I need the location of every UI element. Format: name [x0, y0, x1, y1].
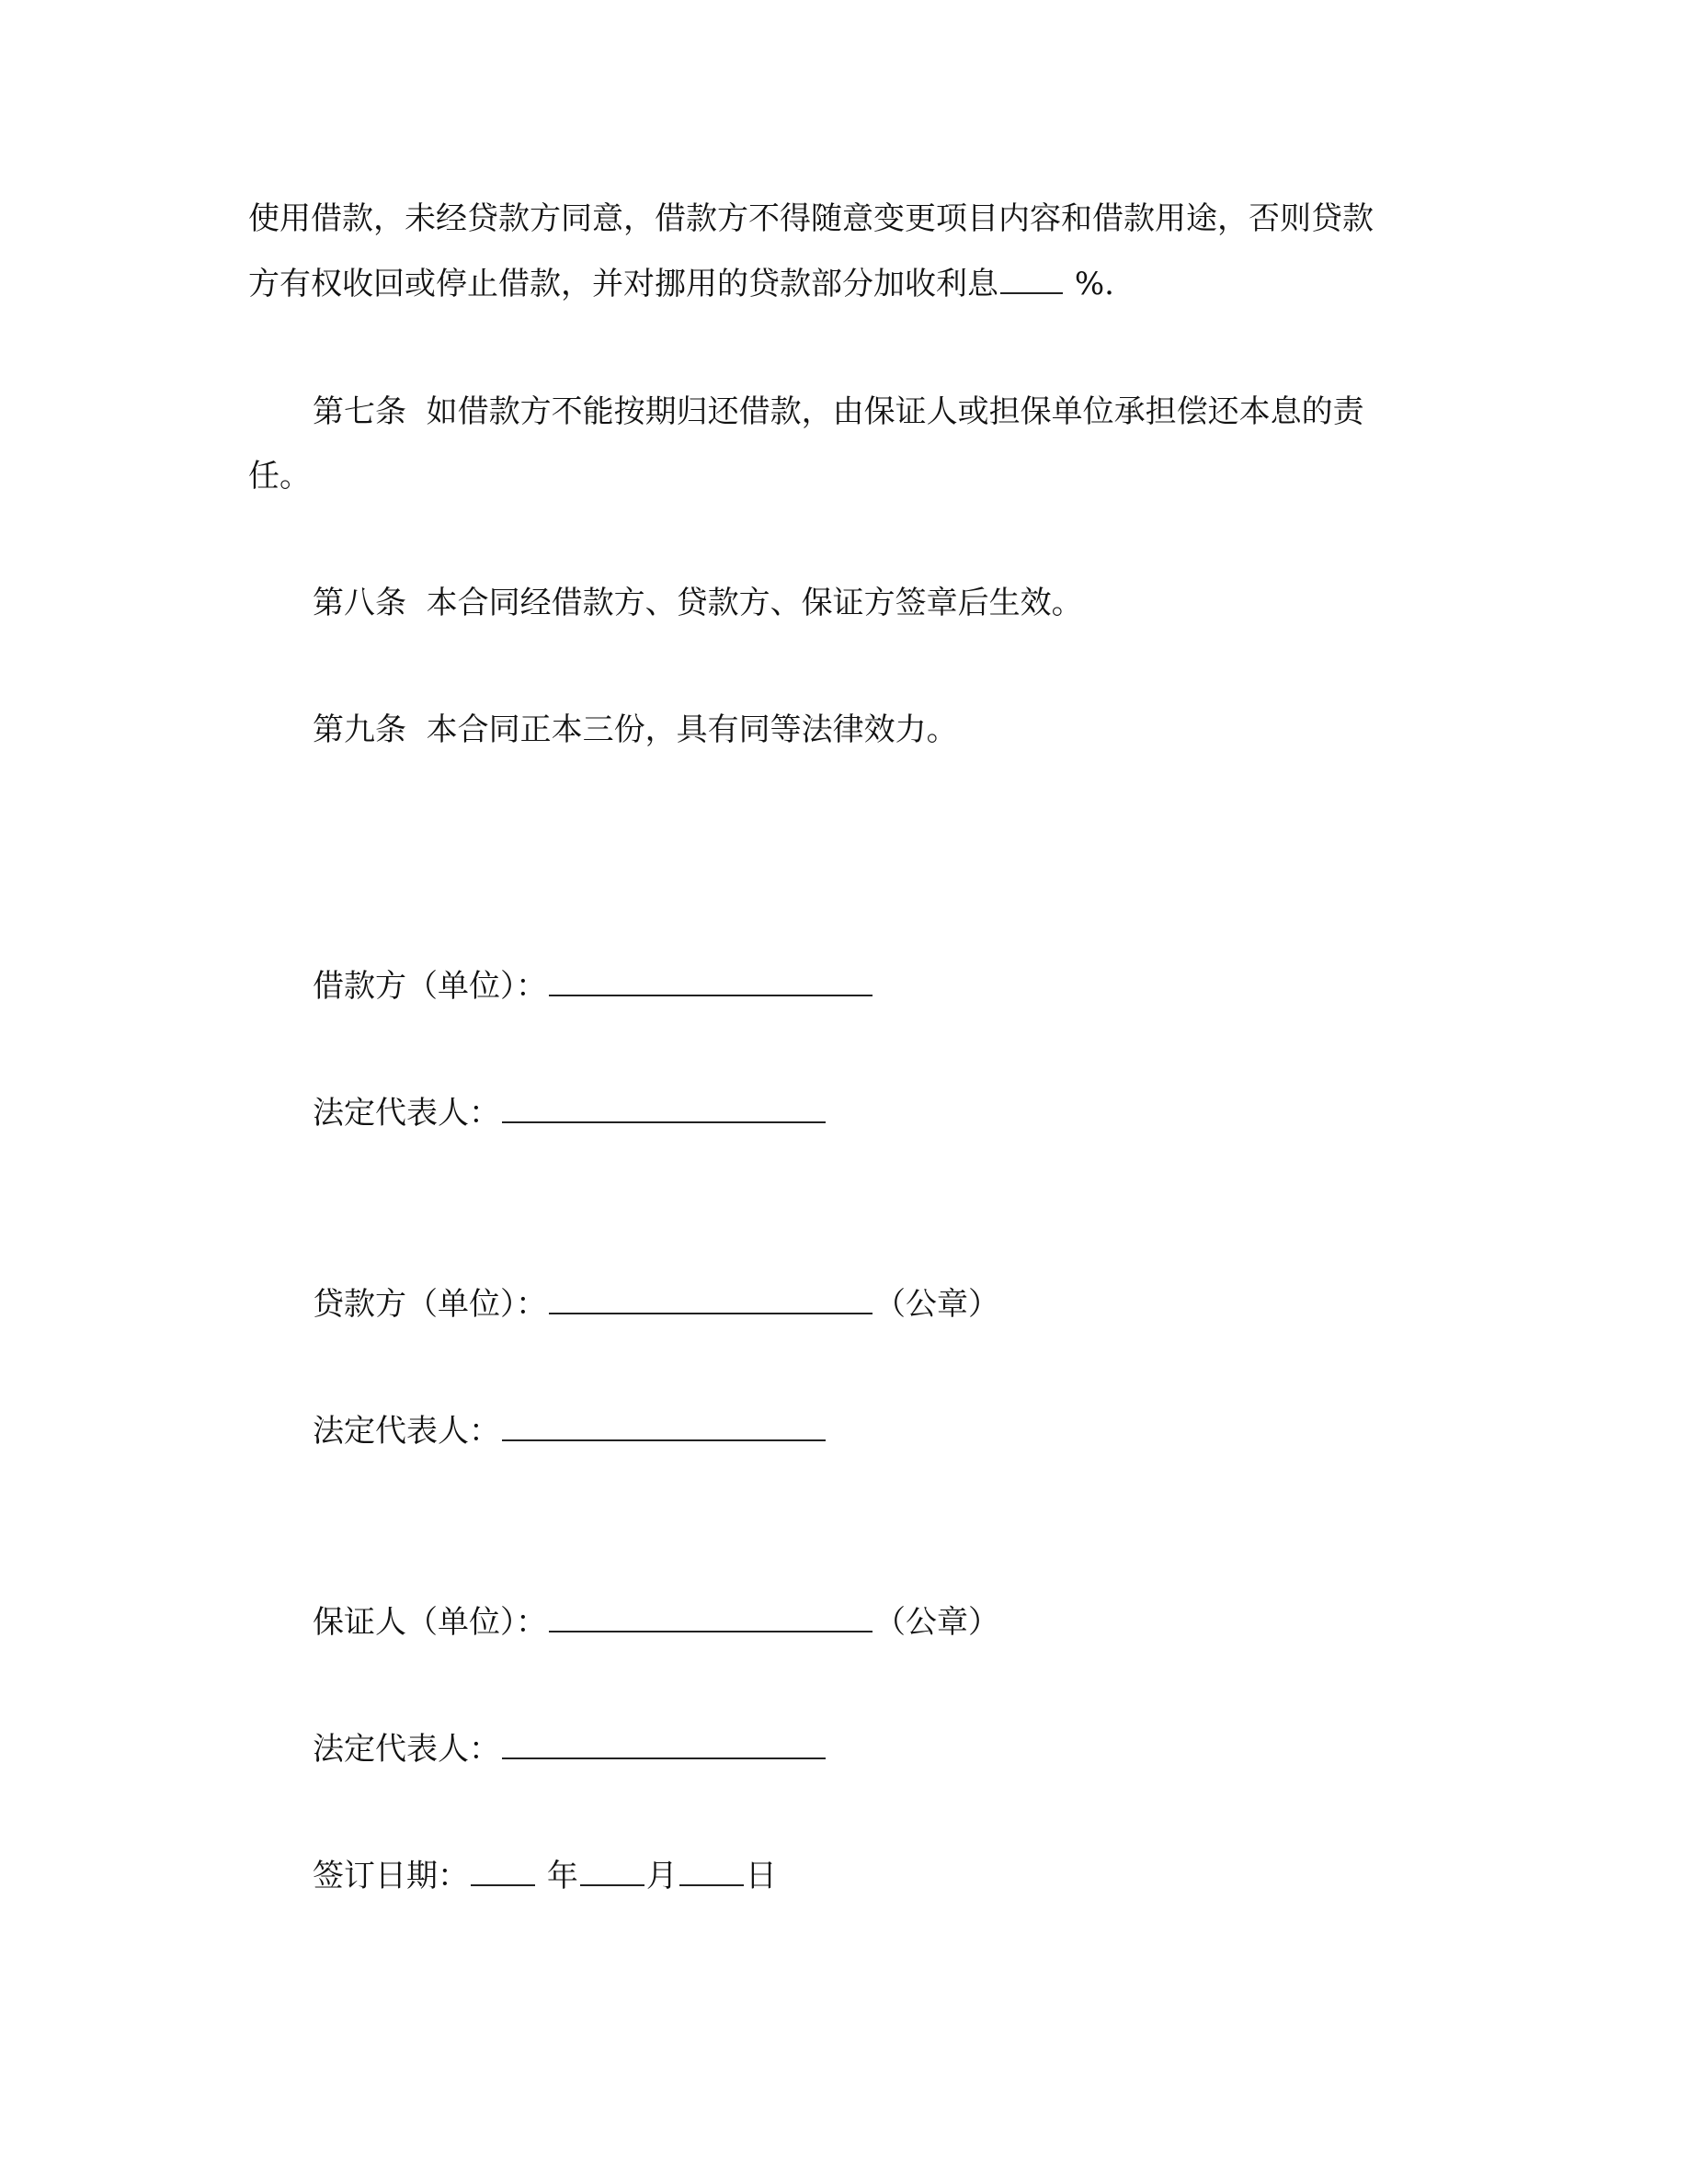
year-blank[interactable] — [471, 1857, 535, 1886]
day-label: 日 — [745, 1858, 777, 1894]
signing-date-line — [313, 1857, 777, 1894]
lender-rep-label: 法定代表人： — [313, 1413, 500, 1450]
month-blank[interactable] — [580, 1857, 644, 1886]
lender-rep-blank[interactable] — [502, 1412, 826, 1441]
lender-line — [313, 1285, 999, 1323]
article6-text: 方有权收回或停止借款，并对挪用的贷款部分加收利息 — [248, 266, 998, 302]
article6-continuation-line1: 使用借款，未经贷款方同意，借款方不得随意变更项目内容和借款用途，否则贷款 — [248, 200, 1374, 237]
borrower-rep-blank[interactable] — [502, 1094, 826, 1123]
borrower-rep-label: 法定代表人： — [313, 1095, 500, 1132]
guarantor-rep-line — [313, 1730, 827, 1768]
article8: 第八条 本合同经借款方、贷款方、保证方签章后生效。 — [313, 585, 1083, 621]
article7-line2: 任。 — [248, 458, 311, 495]
borrower-label: 借款方（单位）： — [313, 968, 547, 1005]
percent-suffix: %. — [1074, 266, 1114, 302]
guarantor-line — [313, 1603, 999, 1641]
interest-rate-blank[interactable] — [1000, 265, 1063, 294]
article6-continuation-line2 — [248, 265, 1114, 302]
article9: 第九条 本合同正本三份，具有同等法律效力。 — [313, 711, 958, 748]
lender-label: 贷款方（单位）： — [313, 1286, 547, 1323]
article7-line1: 第七条 如借款方不能按期归还借款，由保证人或担保单位承担偿还本息的责 — [313, 393, 1364, 430]
borrower-rep-line — [313, 1094, 827, 1132]
guarantor-rep-blank[interactable] — [502, 1730, 826, 1759]
guarantor-blank[interactable] — [549, 1603, 873, 1632]
borrower-line — [313, 967, 874, 1005]
guarantor-rep-label: 法定代表人： — [313, 1731, 500, 1768]
date-label: 签订日期： — [313, 1858, 469, 1894]
guarantor-seal: （公章） — [874, 1604, 999, 1641]
year-label: 年 — [546, 1858, 578, 1894]
day-blank[interactable] — [679, 1857, 744, 1886]
borrower-blank[interactable] — [549, 967, 873, 996]
month-label: 月 — [645, 1858, 678, 1894]
lender-blank[interactable] — [549, 1285, 873, 1314]
lender-rep-line — [313, 1412, 827, 1450]
guarantor-label: 保证人（单位）： — [313, 1604, 547, 1641]
lender-seal: （公章） — [874, 1286, 999, 1323]
